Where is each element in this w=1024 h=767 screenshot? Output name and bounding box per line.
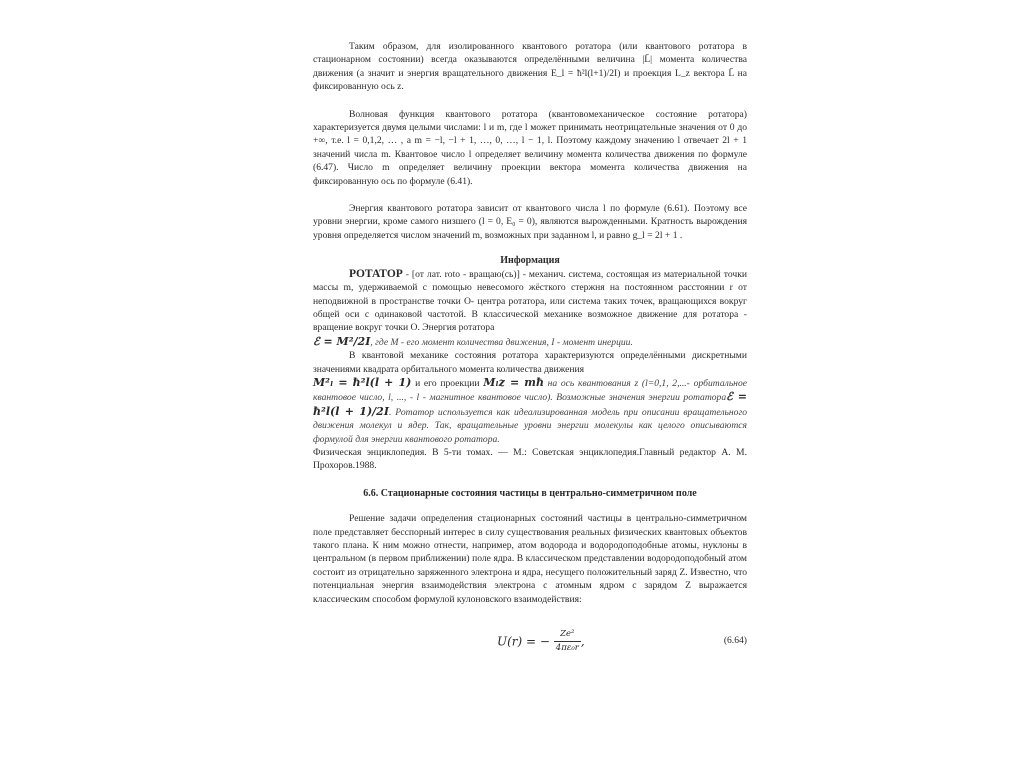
equation-numerator: Ze² [554,628,581,642]
info-text-6: . Ротатор используется как идеализированная модель при описании вращательного движения молекул и ядер. Так, вращательные уровни энергии молекулы как целого описываются формулой для энергии квантового ротатора. [313,406,747,445]
info-definition [313,268,747,335]
info-text-1: - [от лат. roto - вращаю(сь)] - механич. система, состоящая из материальной точки массы m, удерживаемой с помощью невесомого жёсткого стержня на постоянном расстоянии r от неподвижной в пространстве точки O- центра ротатора, или система таких точек, вращающихся вокруг общей оси с одинаковой частотой. В классической механике возможное движение для ротатора - вращение вокруг точки O. Энергия ротатора [313,268,747,334]
info-energy-line [313,335,747,349]
paragraph-energy-degeneracy: Энергия квантового ротатора зависит от квантового числа l по формуле (6.61). Поэтому все уровни энергии, кроме самого низшего (l = 0, E₀ = 0), являются вырожденными. Кратность вырождения уровня определяется числом значений m, возможных при заданном l, и равно g_l = 2l + 1 . [313,203,747,241]
section-paragraph: Решение задачи определения стационарных состояний частицы в центрально-симметричном поле представляет бесспорный интерес в силу существования реальных физических квантовых объектов такого плана. К ним можно отнести, например, атом водорода и водородоподобные атомы, нуклоны в центральном (в первом приближении) поле ядра. В классическом представлении водородоподобный атом состоит из отрицательно заряженного электрона и ядра, несущего положительный заряд Z. Известно, что потенциальная энергия взаимодействия электрона с атомным ядром с зарядом Z выражается классическим способом формулой кулоновского взаимодействия: [313,513,747,605]
equation-number: (6.64) [723,635,747,647]
momentum-projection-formula: Mₗz = mħ [483,375,544,389]
paragraph-rotator-isolated: Таким образом, для изолированного квантового ротатора (или квантового ротатора в стационарном состоянии) всегда оказываются определёнными величина |L̄| момента количества движения (а значит и энергия вращательного движения E_l = ħ²l(l+1)/2I) и проекция L_z вектора L̄ на фиксированную ось z. [313,41,747,93]
info-title: Информация [500,255,560,267]
equation-denominator: 4πε₀r [555,643,579,654]
info-source: Физическая энциклопедия. В 5-ти томах. — М.: Советская энциклопедия.Главный редактор А. М. Прохоров.1988. [313,446,747,472]
section-heading: 6.6. Стационарные состояния частицы в центрально-симметричном поле [363,487,697,499]
coulomb-equation [313,624,747,658]
info-text-4: и его проекции [411,377,484,389]
equation-tail: , [580,634,585,649]
info-text-5: на ось квантования z (l=0,1, 2,...- орбитальное квантовое число, l, ..., - l - магнитное квантовое число). Возможные значения энергии ротатора [313,377,747,404]
info-quantum [313,349,747,376]
info-term: РОТАТОР [349,267,403,280]
info-quantum-formulas [313,376,747,446]
momentum-square-formula: M²ₗ = ħ²l(l + 1) [313,375,412,389]
info-text-2: , где M - его момент количества движения, I - момент инерции. [370,336,633,348]
quantum-energy-formula: ℰ = ħ²l(l + 1)/2I [313,390,747,418]
equation-lhs: U(r) = − [497,634,550,649]
document-content [313,40,747,658]
paragraph-wave-function: Волновая функция квантового ротатора (квантовомеханическое состояние ротатора) характеризуется двумя целыми числами: l и m, где l может принимать неотрицательные значения от 0 до +∞, т.е. l = 0,1,2, … , а m = −l, −l + 1, …, 0, …, l − 1, l. Поэтому каждому значению l отвечает 2l + 1 значений числа m. Квантовое число l определяет величину момента количества движения по формуле (6.47). Число m определяет величину проекции вектора момента количества движения на фиксированную ось по формуле (6.41). [313,108,747,187]
equation-body [497,628,585,656]
equation-fraction [554,628,581,656]
info-text-3: В квантовой механике состояния ротатора характеризуются определёнными дискретными значениями квадрата орбитального момента количества движения [313,350,747,375]
energy-formula: ℰ = M²/2I [313,334,371,348]
